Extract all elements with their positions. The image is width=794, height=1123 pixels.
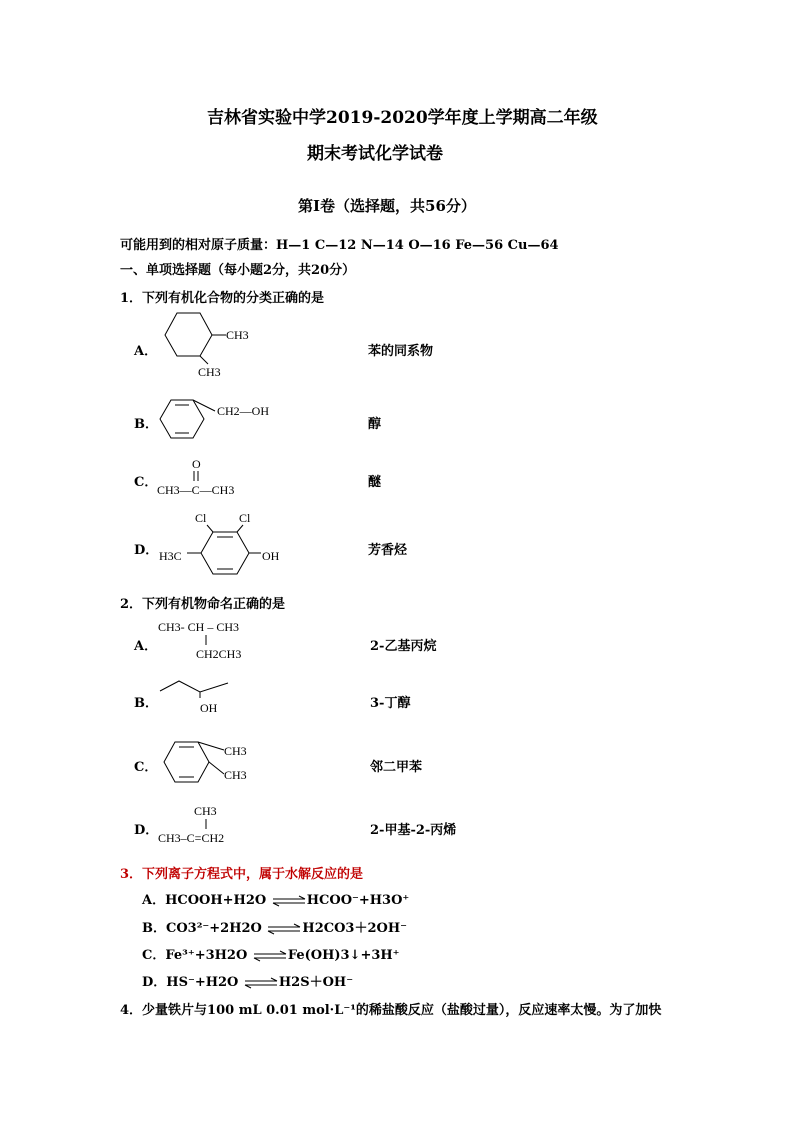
q1-d-h3c: H3C	[159, 549, 182, 563]
q1-c-classification: 醚	[368, 475, 382, 490]
q2-option-a-letter: A．	[134, 639, 158, 654]
q2-option-b-letter: B．	[134, 696, 158, 711]
q2-c-ch3-bottom: CH3	[224, 768, 247, 782]
q1-d-cl-1: Cl	[195, 511, 207, 525]
q2-d-ch3-top: CH3	[194, 804, 217, 818]
q2-c-ch3-top: CH3	[224, 744, 247, 758]
volume-title: 第I卷（选择题，共56分）	[298, 197, 476, 215]
q1-b-structure	[155, 395, 295, 450]
equilibrium-arrow-icon	[266, 924, 302, 934]
q4-stem: 4．少量铁片与100 mL 0.01 mol·L⁻¹的稀盐酸反应（盐酸过量），反应速率太慢。为了加快	[120, 1003, 662, 1018]
q2-a-main-chain: CH3- CH – CH3	[158, 620, 240, 634]
q3-option-d	[142, 971, 353, 990]
q3-c-left: Fe³⁺+3H2O	[165, 948, 248, 963]
q1-stem: 1．下列有机化合物的分类正确的是	[120, 291, 325, 306]
q1-a-classification: 苯的同系物	[368, 344, 434, 359]
q1-c-structure	[157, 456, 257, 501]
q3-d-right: H2S＋OH⁻	[278, 975, 354, 990]
q2-a-name: 2-乙基丙烷	[370, 639, 437, 654]
q3-a-left: HCOOH+H2O	[165, 893, 267, 908]
benzene-ring-icon	[160, 400, 215, 438]
part-heading: 一、单项选择题（每小题2分，共20分）	[120, 263, 356, 278]
q2-b-name: 3-丁醇	[370, 696, 411, 711]
q1-option-d-letter: D．	[134, 543, 159, 558]
q1-option-a-letter: A．	[134, 344, 158, 359]
q3-b-letter: B．	[142, 921, 166, 936]
equilibrium-arrow-icon	[243, 978, 279, 988]
q3-option-c	[142, 944, 400, 963]
q2-b-structure	[158, 678, 248, 718]
q1-a-ch3-top: CH3	[226, 328, 249, 342]
q1-a-ch3-bottom: CH3	[198, 365, 221, 379]
equilibrium-arrow-icon	[271, 896, 307, 906]
q3-d-letter: D．	[142, 975, 167, 990]
q1-d-structure	[157, 508, 297, 583]
q1-b-ch2oh: CH2—OH	[217, 404, 270, 418]
q2-b-oh: OH	[200, 701, 218, 715]
q3-b-right: H2CO3＋2OH⁻	[302, 921, 407, 936]
q3-c-letter: C．	[142, 948, 166, 963]
q1-b-classification: 醇	[368, 417, 382, 432]
q2-option-c-letter: C．	[134, 760, 158, 775]
q3-a-right: HCOO⁻+H3O⁺	[306, 893, 410, 908]
q1-a-structure	[150, 308, 260, 383]
q2-a-branch: CH2CH3	[196, 647, 242, 661]
q3-d-left: HS⁻+H2O	[166, 975, 239, 990]
equilibrium-arrow-icon	[252, 951, 288, 961]
q1-d-classification: 芳香烃	[368, 543, 408, 558]
q1-c-chain: CH3—C—CH3	[157, 483, 235, 497]
q3-option-b	[142, 917, 407, 936]
benzene-ring-icon	[187, 525, 261, 574]
exam-title-line1: 吉林省实验中学2019-2020学年度上学期高二年级	[207, 108, 598, 128]
q3-b-left: CO3²⁻+2H2O	[166, 921, 262, 936]
q1-option-b-letter: B．	[134, 417, 158, 432]
q2-d-name: 2-甲基-2-丙烯	[370, 823, 457, 838]
q1-option-c-letter: C．	[134, 475, 158, 490]
exam-title-line2: 期末考试化学试卷	[307, 144, 443, 164]
cyclohexane-ring-icon	[165, 313, 226, 364]
q1-d-cl-2: Cl	[239, 511, 251, 525]
q3-c-right: Fe(OH)3↓+3H⁺	[287, 948, 400, 963]
q2-d-chain: CH3–C=CH2	[158, 831, 225, 845]
q3-option-a	[142, 889, 409, 908]
q1-c-oxygen: O	[192, 457, 201, 471]
q2-option-d-letter: D．	[134, 823, 159, 838]
q2-d-structure	[158, 800, 258, 850]
q2-c-name: 邻二甲苯	[370, 760, 423, 775]
q3-a-letter: A．	[142, 893, 166, 908]
benzene-ring-icon	[164, 742, 224, 782]
atomic-masses: 可能用到的相对原子质量：H—1 C—12 N—14 O—16 Fe—56 Cu—64	[120, 238, 559, 253]
q2-a-structure	[158, 616, 278, 666]
q3-stem: 3．下列离子方程式中，属于水解反应的是	[120, 867, 364, 882]
q2-c-structure	[160, 737, 260, 792]
q2-stem: 2．下列有机物命名正确的是	[120, 597, 286, 612]
q1-d-oh: OH	[262, 549, 280, 563]
